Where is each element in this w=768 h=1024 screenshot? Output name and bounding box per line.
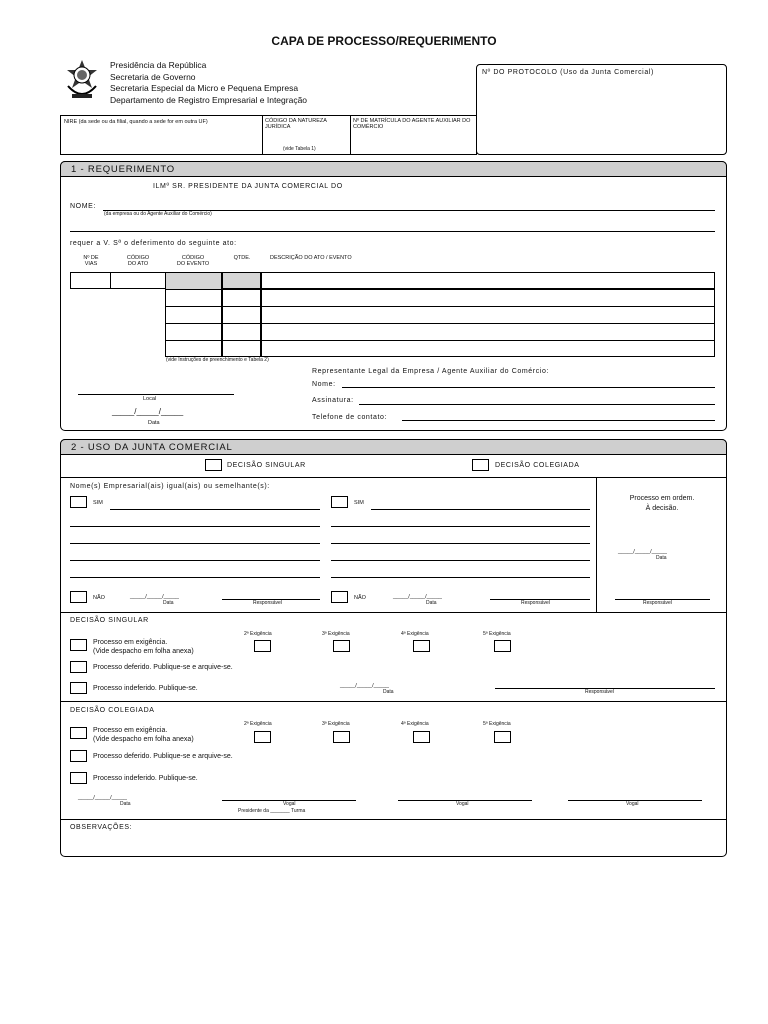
date-input-left[interactable]: _____/_____/_____: [130, 594, 179, 600]
ordem-data-label: Data: [656, 555, 667, 561]
colegiada-exig-3-label: 3ª Exigência: [322, 721, 350, 727]
nao-label-right: NÃO: [354, 595, 366, 601]
colegiada-deferido-checkbox[interactable]: [70, 750, 87, 762]
sim-label-left: SIM: [93, 500, 103, 506]
colegiada-exig-4-checkbox[interactable]: [413, 731, 430, 743]
local-label: Local: [143, 396, 157, 402]
singular-indeferido-checkbox[interactable]: [70, 682, 87, 694]
nome-label: NOME:: [70, 203, 96, 210]
nome-input-line-2[interactable]: [70, 231, 715, 232]
section-1-heading: 1 - REQUERIMENTO: [60, 161, 727, 177]
header-line: Secretaria de Governo: [110, 71, 196, 82]
colegiada-data-label: Data: [120, 801, 131, 807]
singular-date-input[interactable]: _____/_____/_____: [340, 683, 389, 689]
protocolo-box[interactable]: [476, 64, 727, 155]
rep-nome-label: Nome:: [312, 381, 336, 388]
data-label: Data: [148, 420, 160, 426]
rep-assinatura-label: Assinatura:: [312, 397, 354, 404]
salutation: ILMº SR. PRESIDENTE DA JUNTA COMERCIAL DO: [153, 183, 343, 190]
rep-title: Representante Legal da Empresa / Agente Auxiliar do Comércio:: [312, 368, 549, 375]
nome-hint: (da empresa ou do Agente Auxiliar do Comércio): [104, 211, 212, 217]
ordem-responsavel-label: Responsável: [643, 600, 672, 606]
natureza-label: CÓDIGO DA NATUREZA JURÍDICA: [265, 118, 327, 131]
ordem-date-input[interactable]: _____/_____/_____: [618, 549, 667, 555]
singular-deferido-checkbox[interactable]: [70, 661, 87, 673]
table-note: (vide Instruções de preenchimento e Tabela 2): [166, 357, 269, 363]
coat-of-arms-icon: [62, 58, 102, 102]
decisao-colegiada-checkbox[interactable]: [472, 459, 489, 471]
singular-exig-5-checkbox[interactable]: [494, 640, 511, 652]
colegiada-exig-2-label: 2ª Exigência: [244, 721, 272, 727]
singular-responsavel-label: Responsável: [585, 689, 614, 695]
sim-checkbox-right[interactable]: [331, 496, 348, 508]
singular-exig-3-label: 3ª Exigência: [322, 631, 350, 637]
singular-exig-2-label: 2ª Exigência: [244, 631, 272, 637]
header-line: Presidência da República: [110, 60, 207, 70]
colegiada-exigencia-checkbox[interactable]: [70, 727, 87, 739]
decisao-singular-label: DECISÃO SINGULAR: [227, 462, 306, 469]
singular-indeferido-label: Processo indeferido. Publique-se.: [93, 685, 198, 692]
singular-title: DECISÃO SINGULAR: [70, 617, 149, 624]
col-header-vias: Nº DE VIAS: [83, 255, 99, 268]
header-line: Departamento de Registro Empresarial e Integração: [110, 94, 308, 105]
col-header-qtde: QTDE.: [233, 255, 251, 261]
col-header-descricao: DESCRIÇÃO DO ATO / EVENTO: [270, 255, 352, 261]
colegiada-exig-5-checkbox[interactable]: [494, 731, 511, 743]
data-label-left: Data: [163, 600, 174, 606]
matricula-label: Nº DE MATRÍCULA DO AGENTE AUXILIAR DO COMÉRCIO: [353, 118, 471, 131]
singular-data-label: Data: [383, 689, 394, 695]
colegiada-exigencia-label: Processo em exigência. (Vide despacho em folha anexa): [93, 727, 194, 743]
data-label-right: Data: [426, 600, 437, 606]
protocolo-label: Nº DO PROTOCOLO (Uso da Junta Comercial): [482, 69, 654, 76]
vogal-label-3: Vogal: [626, 801, 639, 807]
singular-exig-3-checkbox[interactable]: [333, 640, 350, 652]
col-header-ato: CÓDIGO DO ATO: [126, 255, 150, 268]
colegiada-indeferido-label: Processo indeferido. Publique-se.: [93, 775, 198, 782]
page-title: CAPA DE PROCESSO/REQUERIMENTO: [271, 34, 497, 48]
presidente-label: Presidente da _______ Turma: [238, 808, 306, 814]
col-header-evento: CÓDIGO DO EVENTO: [176, 255, 210, 268]
header-line: Secretaria Especial da Micro e Pequena Empresa: [110, 83, 299, 93]
sim-checkbox-left[interactable]: [70, 496, 87, 508]
rep-telefone-line[interactable]: [402, 420, 715, 421]
request-text: requer a V. Sª o deferimento do seguinte ato:: [70, 240, 237, 247]
nomes-label: Nome(s) Empresarial(ais) igual(ais) ou semelhante(s):: [70, 483, 270, 490]
colegiada-exig-4-label: 4ª Exigência: [401, 721, 429, 727]
nao-checkbox-left[interactable]: [70, 591, 87, 603]
rep-nome-line[interactable]: [342, 387, 715, 388]
observacoes-label: OBSERVAÇÕES:: [70, 824, 133, 831]
singular-exigencia-checkbox[interactable]: [70, 639, 87, 651]
nire-label: NIRE (da sede ou da filial, quando a sede for em outra UF): [64, 119, 208, 125]
colegiada-date-input[interactable]: _____/_____/_____: [78, 795, 127, 801]
sim-label-right: SIM: [354, 500, 364, 506]
decisao-colegiada-label: DECISÃO COLEGIADA: [495, 462, 580, 469]
singular-exig-2-checkbox[interactable]: [254, 640, 271, 652]
local-input-line[interactable]: [78, 394, 234, 395]
singular-deferido-label: Processo deferido. Publique-se e arquive-se.: [93, 664, 233, 671]
colegiada-exig-5-label: 5ª Exigência: [483, 721, 511, 727]
section-2-heading: 2 - USO DA JUNTA COMERCIAL: [60, 439, 727, 455]
responsavel-label-right: Responsável: [521, 600, 550, 606]
rep-assinatura-line[interactable]: [359, 404, 715, 405]
colegiada-deferido-label: Processo deferido. Publique-se e arquive-se.: [93, 753, 233, 760]
responsavel-label-left: Responsável: [253, 600, 282, 606]
colegiada-exig-3-checkbox[interactable]: [333, 731, 350, 743]
natureza-ref: (vide Tabela 1): [283, 146, 316, 152]
vogal-label-2: Vogal: [456, 801, 469, 807]
colegiada-exig-2-checkbox[interactable]: [254, 731, 271, 743]
singular-exig-4-checkbox[interactable]: [413, 640, 430, 652]
vogal-label-1: Vogal: [283, 801, 296, 807]
rep-telefone-label: Telefone de contato:: [312, 414, 388, 421]
header-agency-lines: [110, 60, 307, 106]
nao-label-left: NÃO: [93, 595, 105, 601]
date-input-right[interactable]: _____/_____/_____: [393, 594, 442, 600]
singular-exigencia-label: Processo em exigência. (Vide despacho em folha anexa): [93, 639, 194, 655]
colegiada-title: DECISÃO COLEGIADA: [70, 707, 155, 714]
observacoes-field[interactable]: [61, 834, 726, 856]
singular-exig-4-label: 4ª Exigência: [401, 631, 429, 637]
decisao-singular-checkbox[interactable]: [205, 459, 222, 471]
nire-row: [60, 115, 477, 155]
ordem-label: Processo em ordem. À decisão.: [629, 495, 695, 512]
nao-checkbox-right[interactable]: [331, 591, 348, 603]
date-input[interactable]: _____/_____/_____: [112, 407, 184, 416]
colegiada-indeferido-checkbox[interactable]: [70, 772, 87, 784]
singular-exig-5-label: 5ª Exigência: [483, 631, 511, 637]
ato-table[interactable]: [70, 272, 715, 357]
